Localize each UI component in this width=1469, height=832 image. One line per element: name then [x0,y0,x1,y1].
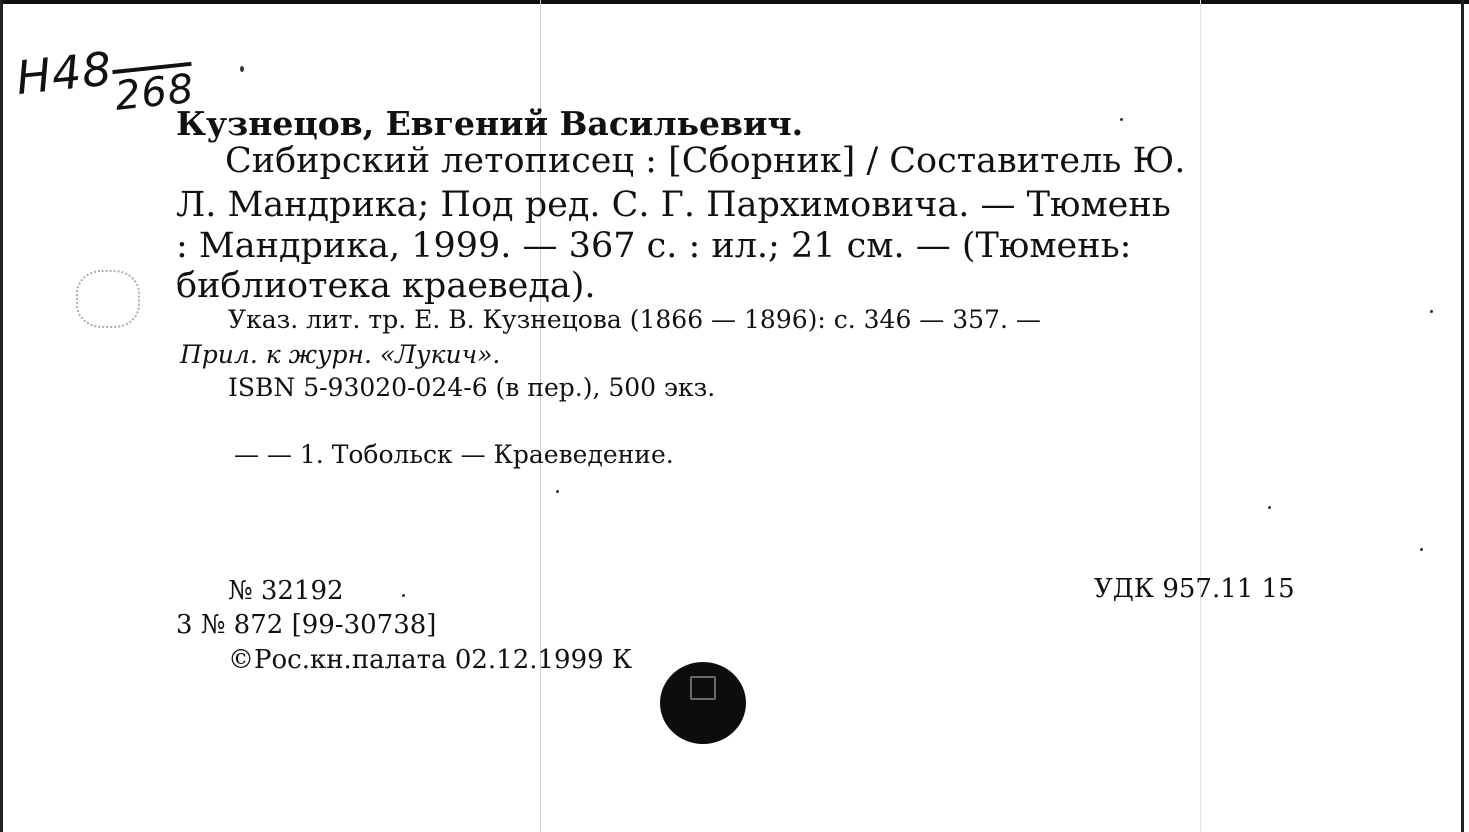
note-supplement: Прил. к журн. «Лукич». [180,340,501,369]
card-right-border [1461,0,1464,832]
handwritten-mark: Н48 [13,41,115,106]
udk-code: УДК 957.11 15 [1094,574,1295,604]
title-line-2: Л. Мандрика; Под ред. С. Г. Пархимовича. — Тюмень [176,185,1171,225]
card-number-1: № 32192 [228,576,344,606]
speck [402,594,405,597]
title-line-4: библиотека краеведа). [176,266,596,306]
author-heading: Кузнецов, Евгений Васильевич. [176,104,804,143]
card-top-border [0,0,1469,4]
handwritten-shelf-mark [13,33,197,120]
smudge-mark [76,270,140,328]
speck [1268,506,1271,509]
book-chamber-line: ©Рос.кн.палата 02.12.1999 К [228,645,633,675]
handwritten-sub: 268 [112,65,197,120]
speck [1420,548,1423,551]
subject-heading: — — 1. Тобольск — Краеведение. [234,440,674,469]
title-line-3: : Мандрика, 1999. — 367 с. : ил.; 21 см. — (Тюмень: [176,226,1132,266]
speck [240,66,244,72]
title-line-1: Сибирский летописец : [Сборник] / Составитель Ю. [225,141,1186,181]
note-bibliography: Указ. лит. тр. Е. В. Кузнецова (1866 — 1896): с. 346 — 357. — [228,305,1041,334]
speck [1430,310,1433,313]
card-number-2: 3 № 872 [99-30738] [176,610,437,640]
speck [1120,118,1123,121]
note-isbn: ISBN 5-93020-024-6 (в пер.), 500 экз. [228,373,716,402]
speck [556,490,559,493]
card-left-border [0,0,3,832]
punch-hole-stamp [660,662,746,744]
fold-line-right [1200,0,1201,832]
